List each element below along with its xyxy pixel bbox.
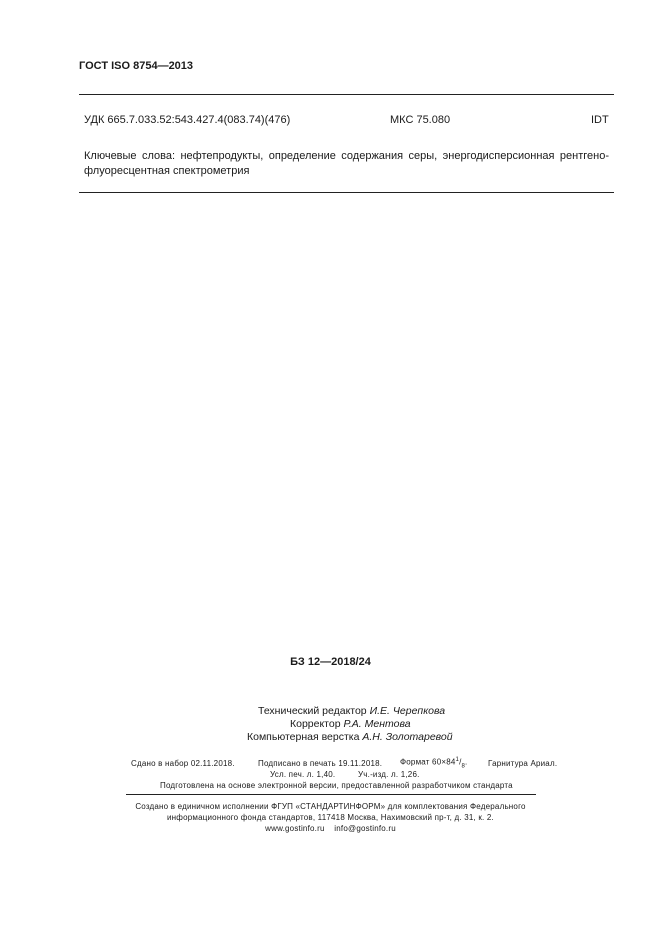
layout-name: А.Н. Золотаревой (362, 731, 453, 743)
footer-contacts (0, 824, 661, 833)
tech-editor-credit (258, 705, 445, 717)
publisher-sheets: Уч.-изд. л. 1,26. (358, 770, 420, 779)
keywords-line-2: флуоресцентная спектрометрия (84, 165, 250, 177)
corrector-credit (290, 718, 411, 730)
layout-label: Компьютерная верстка (247, 731, 360, 743)
keywords-divider (79, 192, 614, 193)
submitted-date: Сдано в набор 02.11.2018. (131, 759, 235, 768)
format-denominator: 8 (461, 763, 466, 770)
format-info: Формат $60\times 84^1/_8$. (400, 757, 468, 770)
signed-date: Подписано в печать 19.11.2018. (258, 759, 383, 768)
footer-website[interactable]: www.gostinfo.ru (265, 824, 325, 833)
corrector-name: Р.А. Ментова (343, 718, 411, 730)
footer-email[interactable]: info@gostinfo.ru (334, 824, 396, 833)
print-sheets: Усл. печ. л. 1,40. (270, 770, 336, 779)
font-info: Гарнитура Ариал. (488, 759, 558, 768)
footer-line-2: информационного фонда стандартов, 117418 Москва, Нахимовский пр-т, д. 31, к. 2. (167, 813, 494, 822)
bz-number: БЗ 12—2018/24 (290, 656, 371, 668)
footer-line-1: Создано в единичном исполнении ФГУП «СТАНДАРТИНФОРМ» для комплектования Федерального (135, 802, 526, 811)
idt-label: IDT (591, 114, 609, 126)
format-prefix: Формат 60×84 (400, 757, 456, 767)
tech-editor-label: Технический редактор (258, 705, 367, 717)
mks-code: МКС 75.080 (390, 114, 451, 126)
tech-editor-name: И.Е. Черепкова (369, 705, 446, 717)
footer-divider (126, 794, 536, 795)
keywords-line-1: Ключевые слова: нефтепродукты, определение содержания серы, энергодисперсионная рентгено- (84, 150, 609, 162)
udk-code: УДК 665.7.033.52:543.427.4(083.74)(476) (84, 114, 291, 126)
prepared-note: Подготовлена на основе электронной версии, предоставленной разработчиком стандарта (160, 781, 513, 790)
layout-credit (247, 731, 453, 743)
format-numerator: 1 (455, 757, 460, 763)
corrector-label: Корректор (290, 718, 341, 730)
document-header: ГОСТ ISO 8754—2013 (79, 60, 194, 72)
top-divider (79, 94, 614, 95)
